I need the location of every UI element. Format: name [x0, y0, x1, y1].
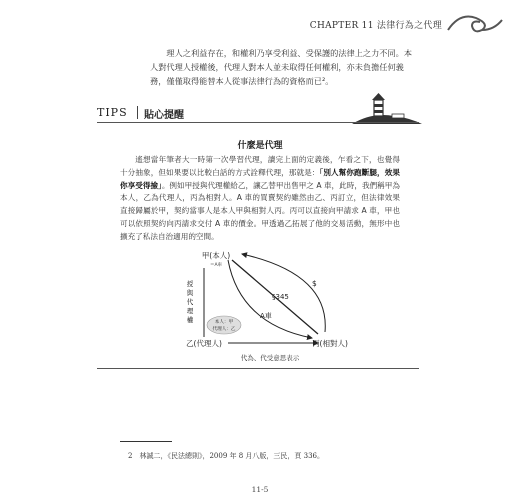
auth-char: 理	[186, 307, 194, 315]
page-number: 11-5	[251, 485, 269, 494]
footnote-rule	[120, 441, 172, 442]
auth-char: 與	[186, 289, 194, 297]
label-action: 代為、代受意思表示	[240, 354, 300, 362]
box-bottom-rule	[97, 368, 419, 369]
node-principal-sub: ＝A車	[209, 263, 223, 268]
tips-bar	[97, 106, 419, 123]
paragraph-text-1: 遙想當年筆者大一時第一次學習代理，讀完上面的定義後，乍看之下，也覺得十分抽象，但如果要以比較白話的方式詮釋代理，那就是：	[120, 155, 400, 177]
auth-char: 授	[186, 280, 194, 288]
wave-ornament-icon	[446, 10, 504, 36]
label-article: §345	[272, 293, 289, 301]
bubble-line-1: 本人：甲	[214, 320, 234, 325]
box-body	[120, 154, 400, 244]
node-agent: 乙(代理人)	[186, 339, 222, 348]
tips-label: TIPS	[97, 106, 128, 119]
label-car: A車	[260, 312, 272, 320]
box-title: 什麼是代理	[237, 141, 283, 151]
tips-title: 貼心提醒	[144, 110, 184, 121]
authorization-label	[187, 279, 194, 324]
bubble-line-2: 代理人：乙	[212, 327, 236, 332]
intro-paragraph: 理人之利益存在，和權利乃享受利益、受保護的法律上之力不同。本人對代理人授權後，代理人對本人並未取得任何權利，亦未負擔任何義務，僅僅取得能替本人從事法律行為的資格而已²。	[150, 48, 413, 86]
auth-char: 代	[186, 298, 194, 306]
paragraph-bold-phrase: 「別人幫你跑斷腿，效果你享受得撿」	[120, 167, 401, 190]
agency-diagram	[180, 244, 350, 366]
label-money: $	[312, 279, 317, 288]
tips-separator	[137, 106, 138, 119]
running-header: CHAPTER 11 法律行為之代理	[309, 21, 442, 31]
footnote: 2 林誠二，《民法總則》，2009 年 8 月八版，三民，頁 336。	[128, 452, 324, 460]
paragraph-text-2: 。例如甲授與代理權給乙，讓乙替甲出售甲之 A 車，此時，我們稱甲為本人，乙為代理人，丙為相對人。A 車的買賣契約雖然由乙、丙訂立，但法律效果直接歸屬於甲，契約當事人是本人甲與相對人丙。丙可以直接向甲請求 A 車，甲也可以依照契約向丙請求交付 A 車的價金。甲透過乙拓展了他的交易活動，無形中也擴充了私法自治適用的空間。	[120, 180, 400, 241]
node-counterparty: 丙(相對人)	[312, 339, 348, 348]
auth-char: 權	[186, 316, 194, 324]
node-principal: 甲(本人)	[201, 251, 231, 260]
box-paragraph	[120, 154, 400, 244]
